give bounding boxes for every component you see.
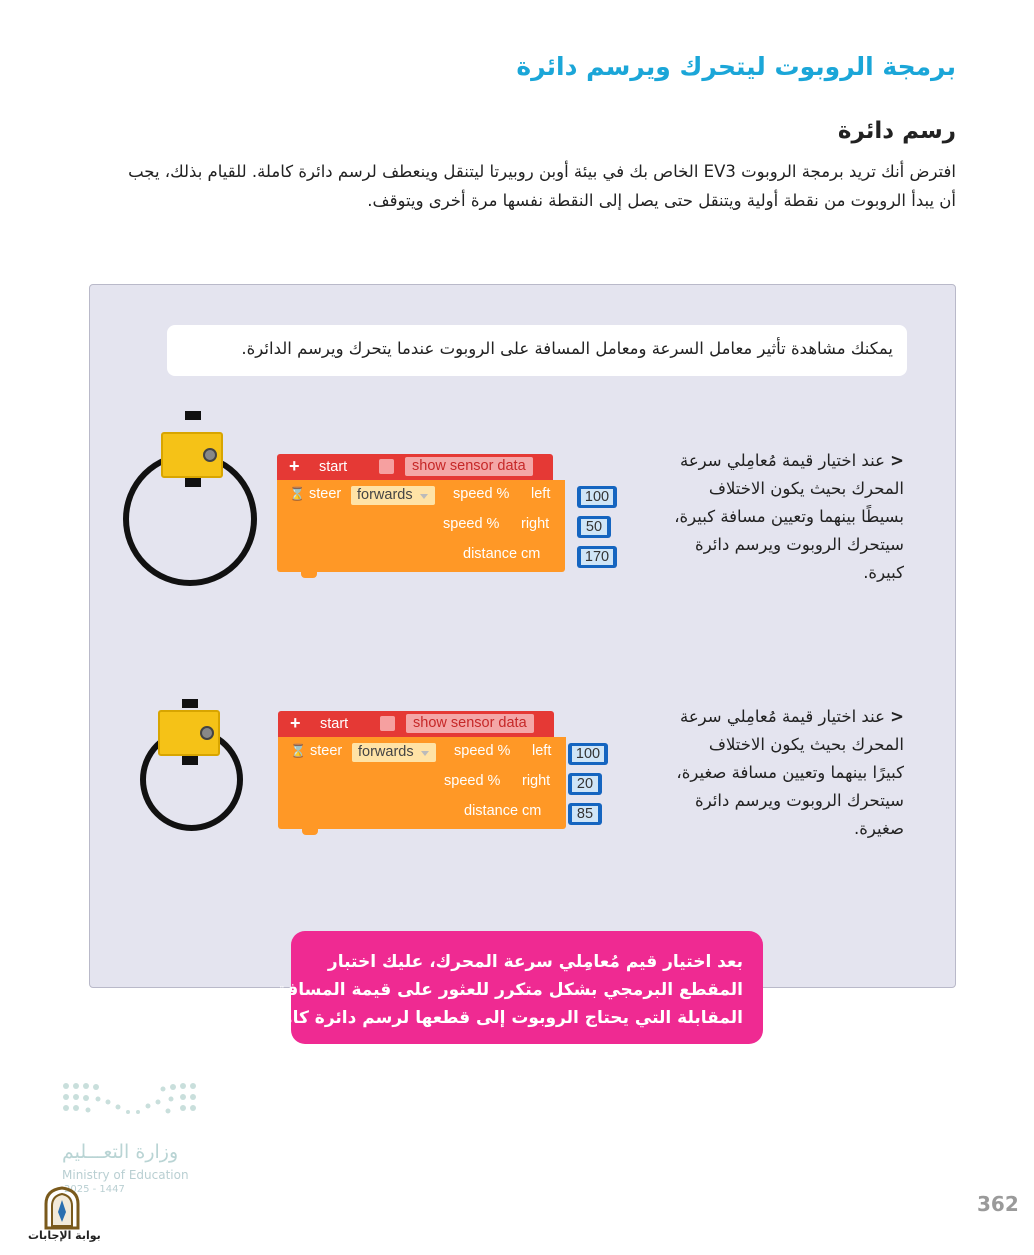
plus-icon[interactable]: + [290,713,301,733]
start-hat-block[interactable] [277,454,553,480]
right-label: right [521,516,550,532]
steer-label: steer [310,743,343,759]
site-label: بوابة الإجابات [28,1229,101,1242]
start-label: start [320,716,349,732]
robot-wheel [185,411,201,420]
show-sensor-label: show sensor data [406,714,534,733]
example-panel [89,284,956,988]
robot-wheel [182,756,198,765]
plus-icon[interactable]: + [289,456,300,476]
speed-left-label: speed % [453,486,510,502]
site-logo-icon [42,1186,82,1230]
distance-label: distance cm [463,546,541,562]
callout-text: بعد اختيار قيم مُعامِلي سرعة المحرك، عليك اختبار المقطع البرمجي بشكل متكرر للعثور على قيمة المسافة المقابلة التي يحتاج الروبوت إلى قطعها لرسم دائرة كاملة. [258,952,743,1028]
ministry-logo-icon [58,1080,203,1130]
section-heading: رسم دائرة [837,118,956,144]
right-label: right [522,773,551,789]
page-number: 362 [977,1192,1019,1216]
page-title: برمجة الروبوت ليتحرك ويرسم دائرة [516,52,956,81]
tip-callout [258,931,763,1044]
hourglass-icon: ⌛ [290,743,307,758]
speed-left-label: speed % [454,743,511,759]
intro-line: أن يبدأ الروبوت من نقطة أولية ويتنقل حتى يصل إلى النقطة نفسها مرة أخرى ويتوقف. [367,191,956,210]
left-label: left [532,743,552,759]
distance-input[interactable]: 170 [577,546,617,568]
robot-sensor [203,448,217,462]
speed-right-label: speed % [443,516,500,532]
speed-right-input[interactable]: 50 [577,516,611,538]
robot-wheel [182,699,198,708]
steer-block[interactable] [277,480,565,572]
steer-block[interactable] [278,737,566,829]
note-box [167,325,907,376]
example-1-description: < عند اختيار قيمة مُعامِلي سرعة المحرك بحيث يكون الاختلاف بسيطًا بينهما وتعيين مسافة كبيرة، سيتحرك الروبوت ويرسم دائرة كبيرة. [674,451,904,582]
speed-left-input[interactable]: 100 [568,743,608,765]
direction-dropdown[interactable]: forwards [351,486,435,505]
start-hat-block[interactable] [278,711,554,737]
ministry-name-english: Ministry of Education [62,1168,189,1182]
robot-wheel [185,478,201,487]
hourglass-icon: ⌛ [289,486,306,501]
distance-label: distance cm [464,803,542,819]
speed-left-input[interactable]: 100 [577,486,617,508]
example-2-description: < عند اختيار قيمة مُعامِلي سرعة المحرك بحيث يكون الاختلاف كبيرًا بينهما وتعيين مسافة صغيرة، سيتحرك الروبوت ويرسم دائرة صغيرة. [676,707,904,838]
left-label: left [531,486,551,502]
ministry-years: 2025 - 1447 [64,1184,125,1195]
distance-input[interactable]: 85 [568,803,602,825]
intro-line: افترض أنك تريد برمجة الروبوت EV3 الخاص بك في بيئة أوبن روبيرتا ليتنقل وينعطف لرسم دائرة كاملة. للقيام بذلك، يجب [128,162,956,181]
note-text: يمكنك مشاهدة تأثير معامل السرعة ومعامل المسافة على الروبوت عندما يتحرك ويرسم الدائرة. [241,339,893,358]
ministry-name-arabic: وزارة التعـــليم [62,1141,179,1163]
steer-label: steer [309,486,342,502]
sensor-checkbox[interactable] [379,459,394,474]
start-label: start [319,459,348,475]
speed-right-input[interactable]: 20 [568,773,602,795]
show-sensor-label: show sensor data [405,457,533,476]
robot-sensor [200,726,214,740]
direction-dropdown[interactable]: forwards [352,743,436,762]
sensor-checkbox[interactable] [380,716,395,731]
intro-paragraph [86,157,956,215]
speed-right-label: speed % [444,773,501,789]
